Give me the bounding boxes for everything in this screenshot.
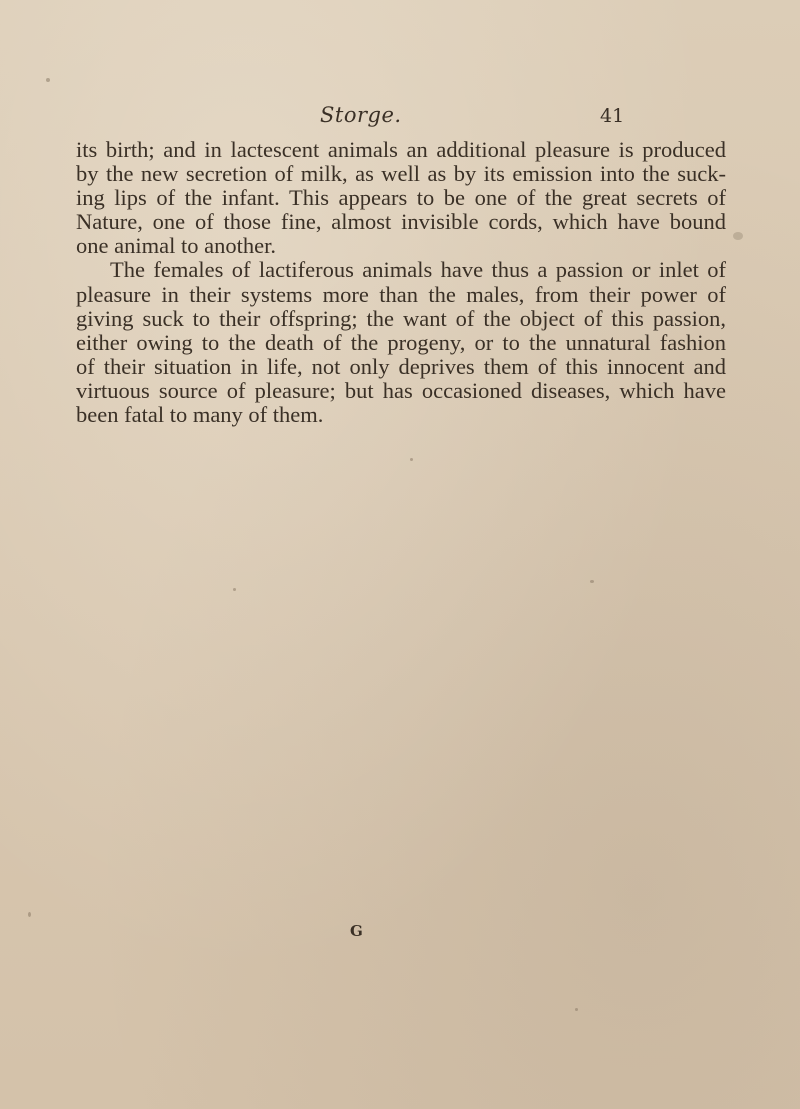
text-line: its birth; and in lactescent animals an additional pleasure is produced — [76, 137, 726, 162]
text-line: one animal to another. — [76, 233, 276, 259]
paper-speck — [733, 232, 743, 240]
text-line: by the new secretion of milk, as well as by its emission into the suck- — [76, 161, 726, 187]
page-number: 41 — [600, 105, 625, 127]
paper-speck — [233, 588, 236, 591]
paragraph-2 — [76, 258, 726, 427]
text-line: giving suck to their offspring; the want of the object of this passion, — [76, 305, 726, 331]
signature-mark: G — [350, 922, 363, 940]
body-text — [76, 138, 726, 427]
text-line: virtuous source of pleasure; but has occasioned diseases, which have — [76, 377, 726, 403]
paper-speck — [46, 78, 50, 82]
paper-speck — [28, 912, 31, 917]
paper-speck — [575, 1008, 578, 1011]
text-line: been fatal to many of them. — [76, 402, 324, 428]
page-header — [0, 103, 800, 133]
text-line: ing lips of the infant. This appears to be one of the great secrets of — [76, 185, 726, 211]
paragraph-1 — [76, 138, 726, 258]
text-line: of their situation in life, not only deprives them of this innocent and — [76, 353, 726, 379]
running-head: Storge. — [320, 103, 402, 127]
text-line: pleasure in their systems more than the males, from their power of — [76, 281, 726, 307]
paper-speck — [590, 580, 594, 583]
text-line: The females of lactiferous animals have thus a passion or inlet of — [110, 257, 726, 283]
text-line: Nature, one of those fine, almost invisible cords, which have bound — [76, 209, 726, 235]
paper-speck — [410, 458, 413, 461]
text-line: either owing to the death of the progeny, or to the unnatural fashion — [76, 329, 726, 355]
